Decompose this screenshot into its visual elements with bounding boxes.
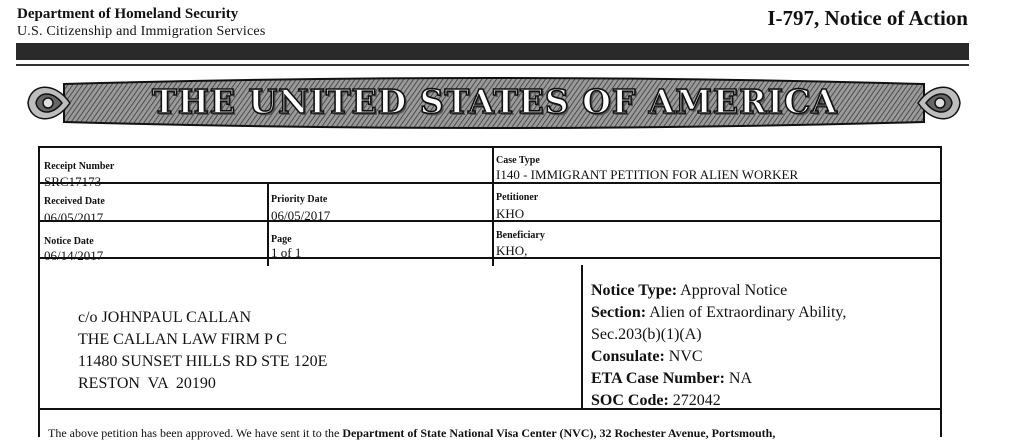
notice-date-label: Notice Date	[44, 236, 94, 247]
consulate-value: NVC	[664, 348, 703, 365]
section-label: Section:	[591, 304, 647, 321]
priority-date-value: 06/05/2017	[271, 208, 331, 223]
body-text-start: The above petition has been approved. We have sent it to the	[48, 426, 343, 440]
mailing-address	[78, 307, 327, 395]
address-line: THE CALLAN LAW FIRM P C	[78, 331, 287, 348]
receipt-number-value: SRC17173	[44, 174, 102, 189]
section-value: Alien of Extraordinary Ability,	[646, 304, 847, 321]
banner-title: THE UNITED STATES OF AMERICA	[152, 81, 838, 121]
received-date-value: 06/05/2017	[44, 210, 104, 225]
page-value: 1 of 1	[271, 245, 302, 260]
section-row	[591, 302, 846, 324]
soc-value: 272042	[668, 392, 721, 409]
eta-value: NA	[724, 370, 753, 387]
eta-label: ETA Case Number:	[591, 370, 725, 387]
address-line: c/o JOHNPAUL CALLAN	[78, 309, 252, 326]
priority-date-label: Priority Date	[271, 194, 328, 205]
notice-details	[591, 280, 846, 412]
case-type-label: Case Type	[496, 155, 540, 166]
page-label: Page	[271, 234, 292, 245]
agency-name: Department of Homeland Security	[17, 6, 239, 22]
notice-type-value: Approval Notice	[677, 282, 788, 299]
consulate-row	[591, 346, 846, 368]
notice-date-value: 06/14/2017	[44, 248, 104, 263]
receipt-number-label: Receipt Number	[44, 161, 115, 172]
eta-row	[591, 368, 846, 390]
body-text-bold: Department of State National Visa Center (NVC), 32 Rochester Avenue, Portsmouth,	[342, 426, 776, 440]
address-line: 11480 SUNSET HILLS RD STE 120E	[78, 353, 328, 370]
case-type-value: I140 - IMMIGRANT PETITION FOR ALIEN WORKER	[496, 167, 799, 182]
address-line: RESTON VA 20190	[78, 375, 216, 392]
petitioner-label: Petitioner	[496, 192, 539, 203]
consulate-label: Consulate:	[591, 348, 665, 365]
petitioner-value: KHO	[496, 206, 525, 221]
notice-body-text	[48, 426, 775, 441]
section-code: Sec.203(b)(1)(A)	[591, 326, 702, 343]
header-rule-thin	[16, 64, 969, 66]
soc-label: SOC Code:	[591, 392, 669, 409]
subagency-name: U.S. Citizenship and Immigration Services	[17, 24, 266, 39]
soc-row	[591, 390, 846, 412]
notice-type-row	[591, 280, 846, 302]
notice-type-label: Notice Type:	[591, 282, 678, 299]
beneficiary-value: KHO,	[496, 243, 528, 258]
received-date-label: Received Date	[44, 196, 105, 207]
form-title: I-797, Notice of Action	[767, 6, 968, 30]
beneficiary-label: Beneficiary	[496, 230, 545, 241]
header-rule-thick	[16, 43, 969, 60]
